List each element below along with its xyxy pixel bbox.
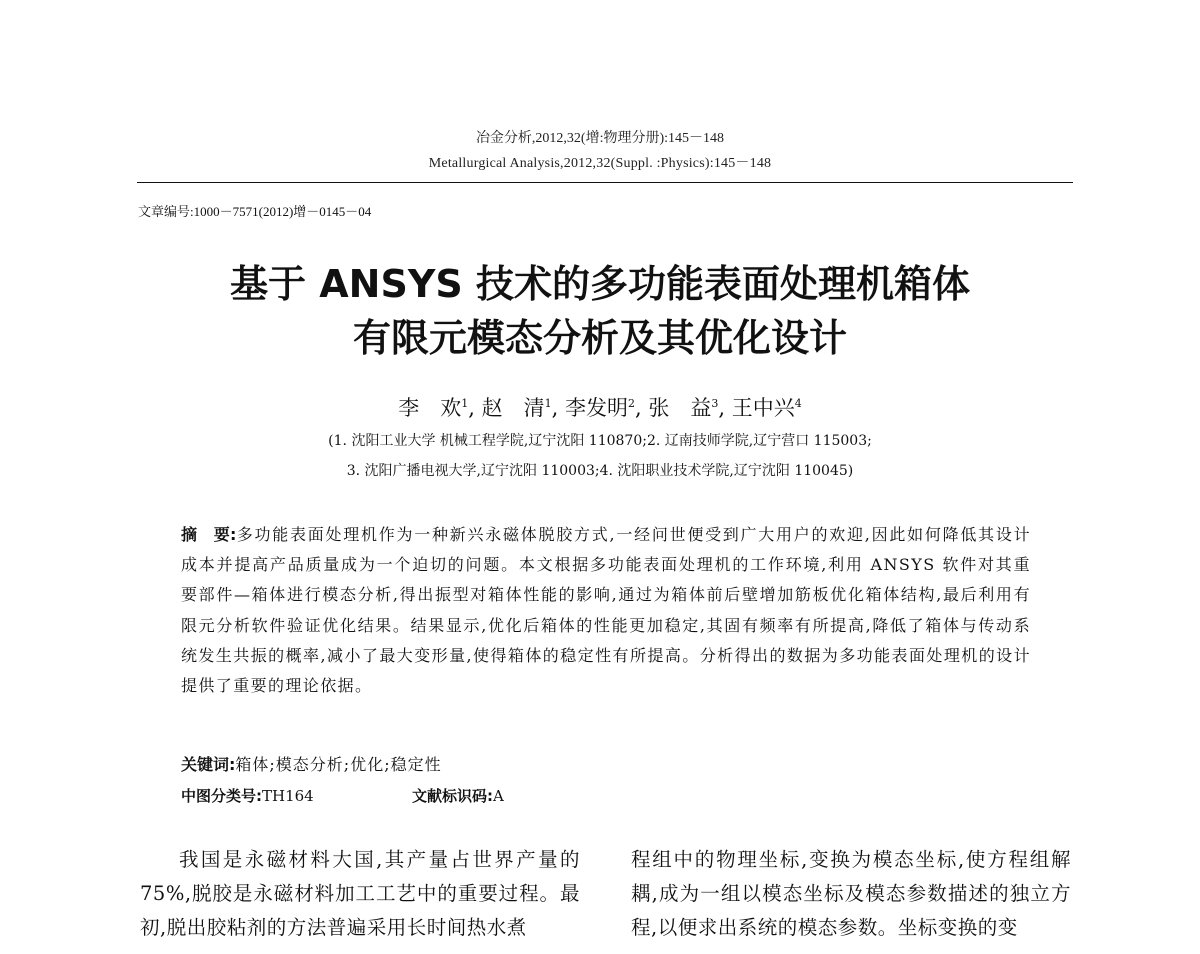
title-line-2: 有限元模态分析及其优化设计 — [352, 316, 847, 360]
keywords — [181, 752, 442, 775]
title-line-1: 基于 ANSYS 技术的多功能表面处理机箱体 — [230, 262, 970, 306]
body-left-column: 我国是永磁材料大国,其产量占世界产量的75%,脱胶是永磁材料加工工艺中的重要过程。最初,脱出胶粘剂的方法普遍采用长时间热水煮 — [140, 848, 580, 939]
article-number: 文章编号:1000－7571(2012)增－0145－04 — [138, 204, 372, 219]
journal-citation-cn: 冶金分析,2012,32(增:物理分册):145－148 — [475, 131, 725, 146]
keywords-text: 箱体;模态分析;优化;稳定性 — [235, 755, 442, 774]
author: 王中兴$^4$ — [731, 396, 802, 420]
document-code — [412, 785, 504, 806]
abstract — [181, 520, 1031, 701]
header-rule — [137, 182, 1073, 183]
body-right-column: 程组中的物理坐标,变换为模态坐标,使方程组解耦,成为一组以模态坐标及模态参数描述的独立方程,以便求出系统的模态参数。坐标变换的变 — [631, 848, 1071, 939]
author: 李发明$^2$, — [565, 396, 642, 420]
author: 赵 清$^1$, — [481, 396, 559, 420]
clc-number — [181, 785, 314, 806]
author: 张 益$^3$, — [648, 396, 726, 420]
abstract-label: 摘 要: — [181, 525, 237, 544]
doc-code-value: A — [493, 787, 504, 805]
affiliation-line-1: (1. 沈阳工业大学 机械工程学院,辽宁沈阳 110870;2. 辽南技师学院,辽宁营口 115003; — [328, 433, 872, 449]
clc-value: TH164 — [262, 787, 314, 805]
author: 李 欢$^1$, — [398, 396, 475, 420]
keywords-label: 关键词: — [181, 755, 236, 774]
abstract-text: 多功能表面处理机作为一种新兴永磁体脱胶方式,一经问世便受到广大用户的欢迎,因此如何降低其设计成本并提高产品质量成为一个迫切的问题。本文根据多功能表面处理机的工作环境,利用 ANSYS 软件对其重要部件—箱体进行模态分析,得出振型对箱体性能的影响,通过为箱体前后壁增加筋板优化箱体结构,最后利用有限元分析软件验证优化结果。结果显示,优化后箱体的性能更加稳定,其固有频率有所提高,降低了箱体与传动系统发生共振的概率,减小了最大变形量,使得箱体的稳定性有所提高。分析得出的数据为多功能表面处理机的设计提供了重要的理论依据。 — [181, 525, 1031, 696]
affiliation-line-2: 3. 沈阳广播电视大学,辽宁沈阳 110003;4. 沈阳职业技术学院,辽宁沈阳 110045) — [346, 463, 854, 479]
author-list — [0, 392, 1200, 422]
journal-citation-en: Metallurgical Analysis,2012,32(Suppl. :Physics):145－148 — [428, 156, 772, 171]
clc-label: 中图分类号: — [181, 787, 262, 805]
doc-code-label: 文献标识码: — [412, 787, 493, 805]
